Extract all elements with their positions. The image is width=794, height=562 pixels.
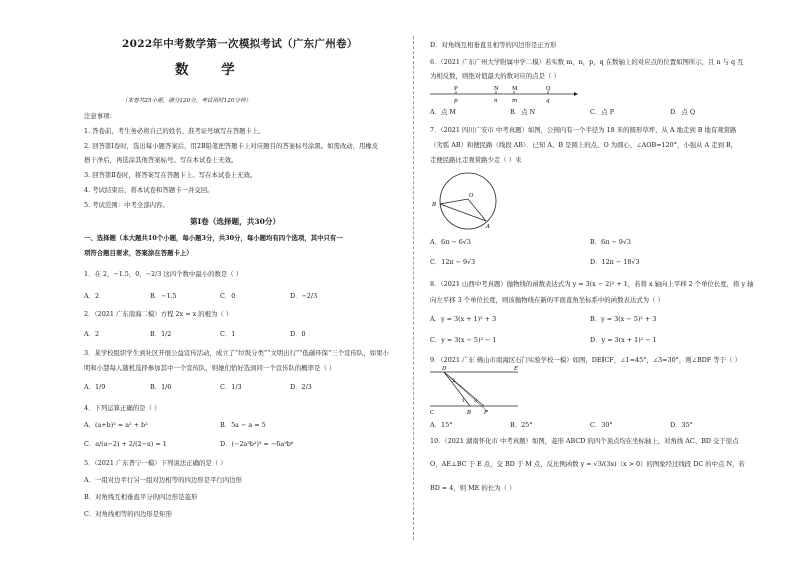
q6-option-a: A．点 M — [430, 108, 456, 116]
notes-heading: 注意事项： — [84, 112, 116, 120]
q7-option-c: C．12π − 9√3 — [430, 258, 476, 266]
label-f: F — [484, 410, 488, 416]
angle-1: 1 — [462, 399, 466, 404]
q9-option-d: D．35° — [670, 421, 693, 429]
q2-option-b: B．1/2 — [150, 330, 172, 338]
q7-option-d: D．12π − 18√3 — [590, 258, 640, 266]
question-9-stem: 9．（2021 广东 佛山市南海区石门实验学校一模）如图，DE∥CF，∠1=45°，∠3=30°，则∠BDF 等于（ ） — [430, 356, 741, 364]
q3-option-b: B．1/6 — [150, 383, 172, 391]
right-column — [422, 0, 794, 562]
q4-option-b: B．5a − a = 5 — [220, 421, 266, 429]
q1-option-a: A．2 — [84, 292, 100, 300]
q6-option-b: B．点 N — [510, 108, 536, 116]
point-label-p: P — [454, 86, 458, 92]
question-3-stem: 3．某学校组织学生到社区开展公益宣传活动，成立了“垃圾分类”“文明出行”“低碳环保”三个宣传队，如果小 — [84, 349, 389, 357]
question-10-stem-3: BD = 4，则 ME 的长为（ ） — [430, 484, 516, 492]
var-q: q — [546, 98, 550, 104]
radius-ob — [440, 199, 468, 204]
var-n: n — [494, 98, 498, 104]
question-4-stem: 4．下列运算正确的是（ ） — [84, 404, 161, 412]
question-5-stem: 5．（2021 广东普宁一模）下列说法正确的是（ ） — [84, 459, 227, 467]
q5-option-d: D．对角线互相垂直且相等的四边形是正方形 — [430, 41, 557, 49]
question-7-stem: 7．（2021 四川广安市 中考真题）如图，公园内有一个半径为 18 米的圆形草坪，从 A 地走到 B 地有观赏路 — [430, 126, 737, 134]
question-6-stem: 6．（2021 广东广州大学附属中学二模）若实数 m，n，p，q 在数轴上的对应点的位置如图所示，且 n 与 q 互 — [430, 58, 744, 66]
note-item: 擦干净后，再选涂其他答案标号。写在本试卷上无效。 — [84, 156, 238, 164]
question-1-stem: 1．在 2，−1.5，0，−2/3 这四个数中最小的数是（ ） — [84, 270, 243, 278]
column-divider — [413, 36, 414, 540]
q9-parallel-figure — [428, 364, 520, 416]
segment-db — [444, 372, 470, 406]
q2-option-d: D．0 — [290, 330, 306, 338]
q1-option-d: D．−2/3 — [290, 292, 318, 300]
note-item: 5. 考试范围：中考全部内容。 — [84, 201, 169, 209]
question-8-stem: 8．（2021 山西中考真题）抛物线的函数表达式为 y = 3(x − 2)² + 1，若将 x 轴向上平移 2 个单位长度，将 y 轴 — [430, 280, 754, 288]
question-10-stem-2: O，AE⊥BC 于 E 点，交 BD 于 M 点，反比例函数 y = √3/(3x)（x > 0）的图象经过线段 DC 的中点 N，若 — [430, 460, 745, 468]
point-label-q: Q — [546, 86, 551, 92]
q7-option-b: B．6π − 9√3 — [590, 238, 631, 246]
q8-option-c: C．y = 3(x − 5)² − 1 — [430, 336, 497, 344]
label-b: B — [432, 202, 437, 208]
q9-option-b: B．25° — [510, 421, 533, 429]
q3-option-c: C．1/3 — [220, 383, 242, 391]
question-3-stem-2: 明和小慧每人随机选择参加其中一个宣传队，则她们恰好选到同一个宣传队的概率是（ ） — [84, 364, 336, 372]
section1-line1: 一、选择题（本大题共10个小题，每小题3分，共30分，每小题均有四个选项，其中只有一 — [84, 234, 343, 242]
section1-line2: 项符合题目要求，答案涂在答题卡上） — [84, 249, 193, 257]
label-c: C — [430, 410, 435, 416]
label-d: D — [442, 366, 447, 372]
subject-title: 数 学 — [175, 62, 249, 78]
question-7-stem-2: （劣弧 AB）和便民路（线段 AB）．已知 A、B 是圆上的点，O 为圆心，∠AOB=120°，小强从 A 走到 B， — [430, 141, 738, 149]
q3-option-a: A．1/9 — [84, 383, 106, 391]
var-p: p — [454, 98, 458, 104]
note-item: 4. 考试结束后，将本试卷和答题卡一并交回。 — [84, 186, 214, 194]
point-label-n: N — [494, 86, 499, 92]
q9-option-a: A．15° — [430, 421, 453, 429]
q5-option-a: A．一组对边平行另一组对边相等的四边形是平行四边形 — [84, 476, 242, 484]
q3-option-d: D．2/3 — [290, 383, 312, 391]
q1-option-b: B．−1.5 — [150, 292, 177, 300]
question-2-stem: 2．（2021 广东南海二模）方程 2x = x 的根为（ ） — [84, 310, 233, 318]
q4-option-c: C．a/(a−2) + 2/(2−a) = 1 — [84, 440, 167, 448]
angle-2: 2 — [452, 379, 456, 384]
q4-option-a: A．(a+b)² = a² + b² — [84, 421, 148, 429]
note-item: 1. 答卷前，考生务必将自己的姓名、准考证号填写在答题卡上。 — [84, 127, 265, 135]
question-7-stem-3: 走便民路比走观赏路少走（ ）米 — [430, 156, 522, 164]
q6-number-line — [428, 84, 578, 108]
q2-option-a: A．2 — [84, 330, 100, 338]
q8-option-d: D．y = 3(x + 1)² − 1 — [590, 336, 657, 344]
q5-option-b: B．对角线互相垂直平分的四边形是菱形 — [84, 493, 198, 501]
q9-option-c: C．30° — [590, 421, 613, 429]
part1-heading: 第Ⅰ卷（选择题，共30分） — [190, 217, 281, 226]
axis-arrow — [574, 92, 578, 96]
q1-option-c: C．0 — [220, 292, 236, 300]
label-e: E — [514, 366, 519, 372]
point-label-m: M — [512, 86, 518, 92]
q2-option-c: C．1 — [220, 330, 236, 338]
angle-3: 3 — [474, 399, 478, 404]
q7-circle-figure — [428, 166, 508, 236]
lawn-circle — [440, 173, 496, 229]
question-6-stem-2: 为相反数，则绝对值最大的数对应的点是（ ） — [430, 72, 560, 80]
q6-option-c: C．点 P — [590, 108, 615, 116]
label-o: O — [469, 193, 474, 199]
q8-option-b: B．y = 3(x − 5)² + 3 — [590, 315, 657, 323]
q6-option-d: D．点 Q — [670, 108, 696, 116]
label-a: A — [486, 224, 490, 230]
q4-option-d: D．(−2a³b²)³ = −6a⁹b⁶ — [220, 440, 294, 448]
q7-option-a: A．6π − 6√3 — [430, 238, 471, 246]
label-b: B — [467, 410, 472, 416]
q5-option-c: C．对角线相等的四边形是矩形 — [84, 510, 172, 518]
exam-title: 2022年中考数学第一次模拟考试（广东广州卷） — [122, 38, 358, 50]
question-8-stem-2: 向左平移 3 个单位长度，则该抛物线在新的平面直角坐标系中的函数表达式为（ ） — [430, 296, 664, 304]
note-item: 3. 回答第Ⅱ卷时，将答案写在答题卡上。写在本试卷上无效。 — [84, 171, 257, 179]
question-10-stem: 10．（2021 湖南怀化市 中考真题）如图，菱形 ABCD 的四个顶点均在坐标轴上，对角线 AC、BD 交于原点 — [430, 437, 739, 445]
q8-option-a: A．y = 3(x + 1)² + 3 — [430, 315, 497, 323]
var-m: m — [512, 98, 518, 104]
note-item: 2. 回答第Ⅰ卷时，选出每小题答案后，用2B铅笔把答题卡上对应题目的答案标号涂黑。如需改动，用橡皮 — [84, 142, 379, 150]
exam-info: （本卷共25小题，满分120分，考试用时120分钟） — [122, 98, 252, 104]
